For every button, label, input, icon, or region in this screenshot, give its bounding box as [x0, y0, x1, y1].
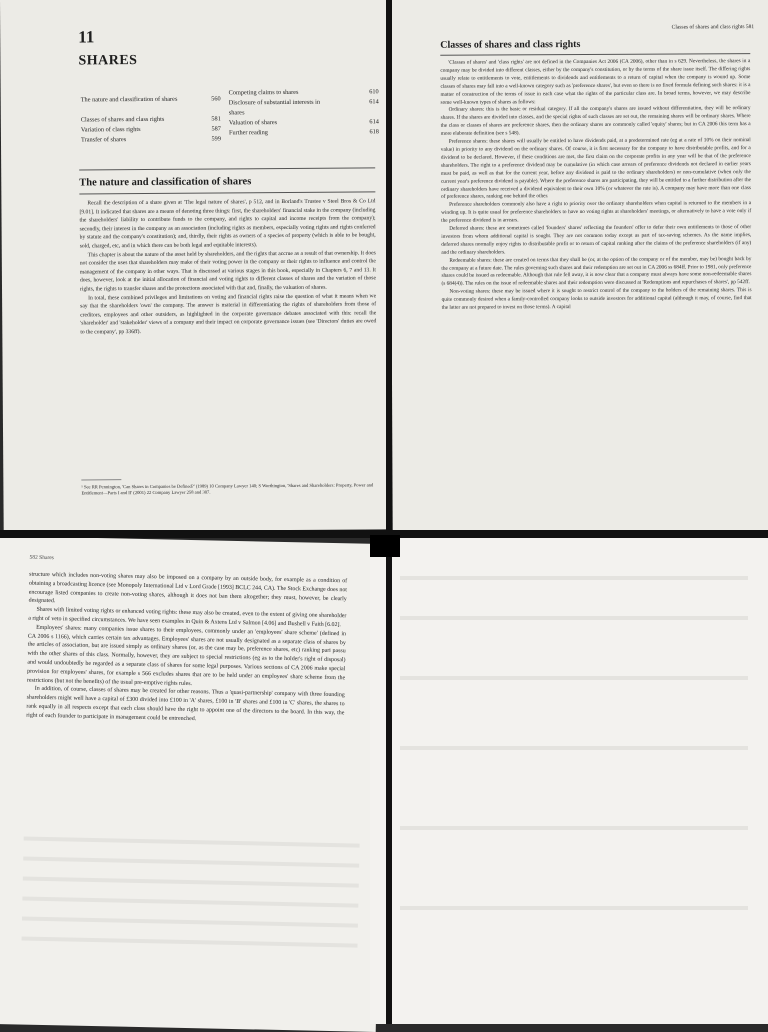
paragraph: structure which includes non-voting shares may also be imposed on a company by an outside body, for example as a condition of obtaining a broadcasting licence (see Monopoly International Ltd v Lord Grade [1993] BCLC 244, CA). The Stock Exchange does not encourage listed companies to create non-voting shares, although it does not ban them altogether; they must, however, be clearly designated.: [28, 571, 348, 605]
footnote: ¹ See RR Pennington, 'Can Shares in Companies be Defined?' (1989) 10 Company Lawyer 140; S Worthington, 'Shares and Shareholders: Property, Power and Entitlement—Parts I and II' (2001) 22 Company Lawyer 258 and 307.: [81, 482, 374, 496]
chapter-opening-page: [0, 0, 390, 532]
toc-left-column: [81, 94, 221, 145]
running-head: Classes of shares and class rights 581: [671, 24, 755, 31]
bleed-through-line: [23, 857, 359, 868]
paragraph: Preference shares: these shares will usually be entitled to have dividends paid, at a predetermined rate (eg at a rate of 10% on their nominal value) in priority to any dividend on the ordinary shares. Of course, it is first necessary for the company to have distributable profits, and for a dividend to be declared. However, if these conditions are met, the first claim on the corporate profits in any year will be that of the preference shareholders. The right to a preference dividend may be cumulative (in which case arrears of preference dividends not declared in earlier years must be paid, as well as that for the current year, before any dividend is paid to the ordinary shareholders) or non-cumulative (when only the current year's preference dividend is payable). Where the preference shares are participating, they will be entitled to a further distribution after the ordinary shareholders have received a dividend equivalent to their own 10% (or whatever the rate is). A company may have more than one class of preference shares, ranking one behind the other.: [440, 137, 752, 201]
toc-entry[interactable]: Competing claims to shares 610: [228, 88, 379, 97]
bleed-through-line: [400, 616, 748, 620]
paragraph: Preference shareholders commonly also have a right to priority over the ordinary shareholders when capital is returned to the members in a winding up. It is quite usual for preference shareholders to have no voting rights at shareholders' meetings, or alternatively to have a vote only if the preference dividend is in arrears.: [441, 200, 752, 224]
section-rule: [79, 191, 375, 194]
left-page-582: [0, 536, 386, 1032]
paragraph: 'Classes of shares' and 'class rights' are not defined in the Companies Act 2006 (CA 2006), other than in s 629. Nevertheless, the shares in a company may be divided into different classes, either by the company's constitution, or by the terms of the share issue itself. The differing rights usually relate to entitlements to vote, entitlements to dividends and entitlements to a return of capital when the company is wound up. Some classes of shares may fall into a well-known category such as 'preference shares', but even so there is no fixed formula defining such shares: it is a matter of construction of the terms of issue in each case what the rights of the particular class are. In broad terms, however, we may describe some well-known types of shares as follows:: [440, 58, 751, 106]
section-rule: [440, 53, 750, 56]
bleed-through-line: [400, 906, 748, 910]
toc-entry[interactable]: Variation of class rights 587: [80, 125, 221, 134]
toc-entry[interactable]: Transfer of shares 599: [80, 135, 221, 144]
toc-right-column: [229, 87, 379, 138]
paragraph: In addition, of course, classes of shares may be created for other reasons. Thus a 'quasi-partnership' company with three founding shareholders might well have a capital of £300 divided into £100 in 'A' shares, £100 in 'B' shares and £100 in 'C' shares, the shares to rank equally in all respects except that each class should have the right to appoint one of the directors to the board. In this way, the right of each founder to participate in management could be entrenched.: [26, 686, 345, 722]
toc-entry[interactable]: Disclosure of substantial interests in shares 614: [228, 98, 379, 117]
chapter-number: 11: [78, 27, 95, 47]
bleed-through-line: [22, 937, 358, 948]
bleed-through-line: [22, 897, 358, 908]
section-heading: The nature and classification of shares: [79, 176, 252, 189]
right-page-581: [390, 0, 768, 532]
toc-entry[interactable]: The nature and classification of shares 560: [80, 95, 221, 104]
section-body: [26, 571, 347, 727]
bleed-through-line: [24, 837, 360, 848]
section-body: [79, 197, 376, 337]
blank-page: [370, 536, 768, 1024]
running-head: 582 Shares: [29, 554, 54, 562]
footnote-rule: [81, 479, 121, 480]
bleed-through-line: [400, 676, 748, 680]
page-gap: [370, 535, 400, 557]
paragraph: Non-voting shares: these may be issued where it is sought to restrict control of the company to the holders of the remaining shares. This is quite commonly desired when a family-controlled company looks to outside investors for additional capital (although it may, of course, find that the latter are not prepared to invest on those terms). A capital: [441, 287, 752, 311]
bleed-through-line: [400, 576, 748, 580]
section-body: [440, 58, 751, 313]
toc-entry[interactable]: Valuation of shares 614: [228, 118, 379, 127]
toc-entry[interactable]: Further reading 618: [228, 128, 379, 137]
paragraph: Ordinary shares: this is the basic or residual category. If all the company's shares are issued without differentiation, they will be ordinary shares. If the shares are divided into classes, and the special rights of such classes are set out, the remaining shares will be ordinary shares. Where the class or classes of shares are preference shares, then the ordinary shares are commonly called 'equity' shares; but in CA 2006 this term has a more elaborate definition (see s 548).: [440, 105, 751, 137]
paragraph: Shares with limited voting rights or enhanced voting rights: these may also be created, even to the extent of giving one shareholder a right of veto in specified circumstances. We have seen examples in Quin & Axtens Ltd v Salmon [4.06] and Bushell v Faith [6.02].: [28, 606, 347, 629]
paragraph: Recall the description of a share given at 'The legal nature of shares', p 512, and in Borland's Trustee v Steel Bros & Co Ltd [9.01]. It indicated that shares are a means of denoting three things: first, the shareholders' financial stake in the company (including the shareholders' liability to contribute funds to the company, and rights to capital and income receipts from the company); secondly, their interest in the company as an association (including rights as members, especially voting rights and rights conferred by statute and the company's constitution); and, thirdly, their rights as owners of a species of property (which is able to be bought, sold, charged, etc, and in which there can be both legal and equitable interests).: [79, 198, 376, 250]
book-spine: [386, 0, 392, 1024]
paragraph: Deferred shares: these are sometimes called 'founders' shares' reflecting the founders' offer to defer their own entitlements to those of other investors from whom additional capital is sought. They are not common today except as part of tax-saving schemes. As the name implies, deferred shares normally enjoy rights to distributable profit or to return of capital ranking after the claims of the preference shareholders (if any) and the ordinary shareholders.: [441, 224, 752, 256]
toc-entry[interactable]: Classes of shares and class rights 581: [80, 115, 221, 124]
chapter-title: SHARES: [78, 53, 138, 69]
paragraph: Employees' shares: many companies issue shares to their employees, commonly under an 'employees' share scheme' (defined in CA 2006 s 1166), which carries certain tax advantages. Employees' shares are not usually designated as a separate class of shares by the articles of association, but are issued simply as ordinary shares (or, as the case may be, preference shares, etc) ranking pari passu with the other shares of this class. Normally, however, they are subject to special restrictions (eg as to the holder's right of disposal) and would undoubtedly be regarded as a separate class of shares for some legal purposes. Various sections of CA 2006 make special provision for employees' shares, for example s 566 excludes shares that are to be held under an employees' share scheme from the restrictions (but not the benefits) of the usual pre-emptive rights rules.: [26, 624, 347, 687]
paragraph: This chapter is about the nature of the asset held by shareholders, and the rights that accrue as a result of that ownership. It does not consider the uses that shareholders may make of their voting power in the company or their rights to influence and control the management of the company in other ways. That is discussed at various stages in this book, especially in Chapters 6, 7 and 13. It does, however, look at the initial allocation of financial and voting rights to different classes of shares and the variation of those rights, the rights to transfer shares and the protections associated with that and, finally, the valuation of shares.: [79, 249, 376, 293]
bleed-through-line: [400, 826, 748, 830]
paragraph: In total, these combined privileges and limitations on voting and financial rights raise the question of what it means when we say that the shareholders 'own' the company. The answer is material in differentiating the rights of shareholders from those of creditors, employees and other outsiders, as highlighted in the corporate governance debates associated with this: recall the 'shareholder' and 'stakeholder' views of a company and their impact on corporate governance issues (see 'Directors' duties are owed to the company', pp 336ff).: [80, 292, 377, 336]
section-heading: Classes of shares and class rights: [440, 39, 581, 51]
bleed-through-line: [22, 917, 358, 928]
bleed-through-line: [400, 746, 748, 750]
paragraph: Redeemable shares: these are created on terms that they shall be (or, at the option of the company or of the member, may be) bought back by the company at a future date. The rules governing such shares and their redemption are set out in CA 2006 ss 684ff. Prior to 1981, only preference shares could be issued as redeemable. Although that rule fell away, it is now clear that a company must always have some non-redeemable shares (s 684(4)). The rules on the issue of redeemable shares and their redemption were discussed at 'Redemptions and repurchases of shares', pp 542ff.: [441, 255, 752, 288]
bleed-through-line: [23, 877, 359, 888]
section-rule: [79, 167, 375, 170]
